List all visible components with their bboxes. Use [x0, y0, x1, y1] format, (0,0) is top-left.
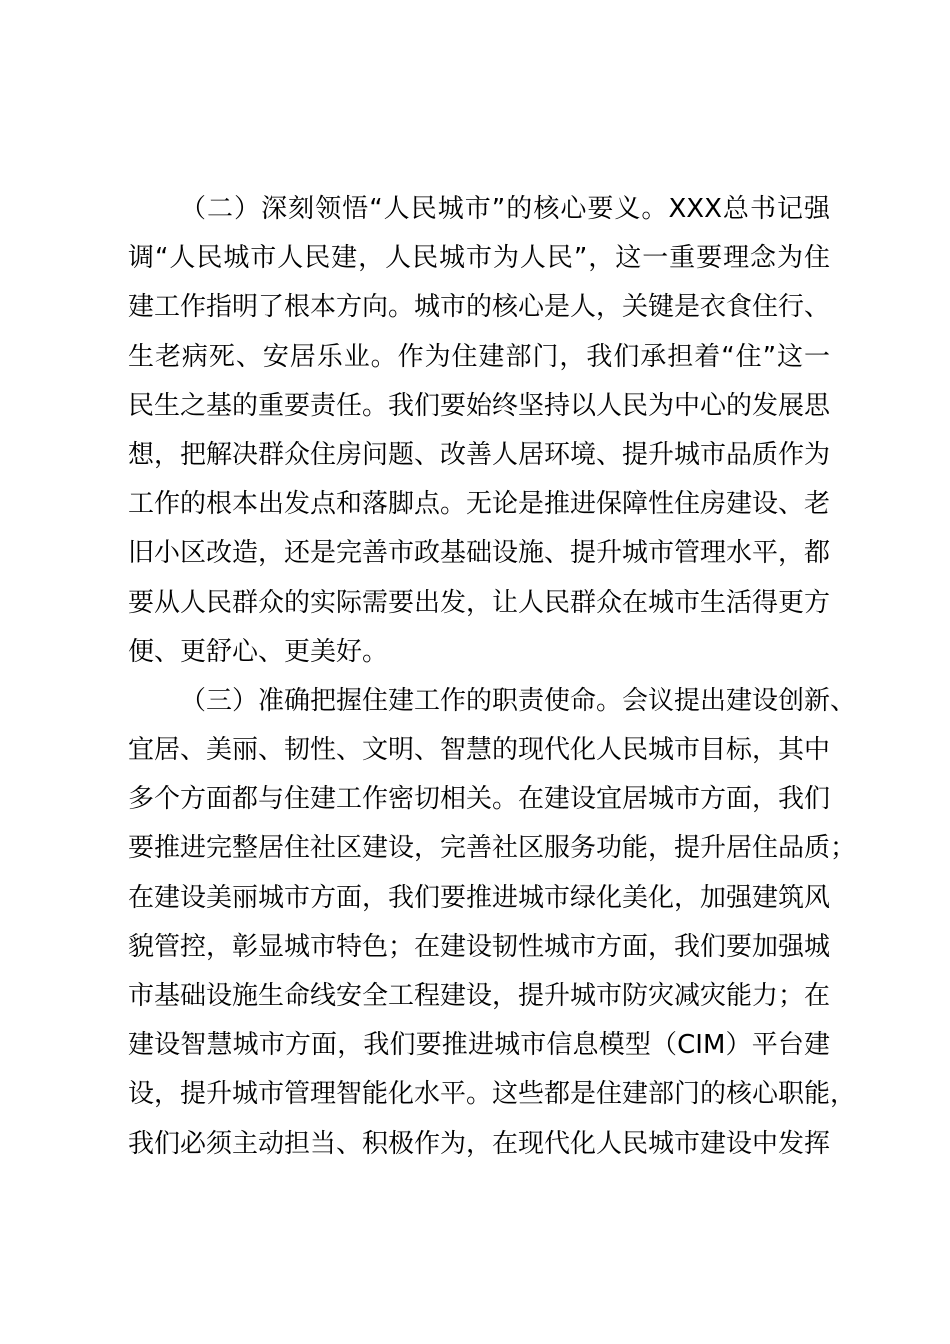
- text-line: 我们必须主动担当、积极作为，在现代化人民城市建设中发挥: [128, 1128, 831, 1159]
- text-line: 便、更舒心、更美好。: [128, 636, 389, 667]
- paragraph-2: [128, 185, 830, 677]
- text-line: 要推进完整居住社区建设，完善社区服务功能，提升居住品质；: [128, 833, 857, 864]
- text-line: 工作的根本出发点和落脚点。无论是推进保障性住房建设、老: [128, 489, 831, 520]
- text-line: 宜居、美丽、韧性、文明、智慧的现代化人民城市目标，其中: [128, 735, 831, 766]
- text-line: （三）准确把握住建工作的职责使命。会议提出建设创新、: [180, 685, 857, 716]
- text-line: 市基础设施生命线安全工程建设，提升城市防灾减灾能力；在: [128, 981, 831, 1011]
- text-line: 貌管控，彰显城市特色；在建设韧性城市方面，我们要加强城: [128, 931, 831, 962]
- document-body: [128, 185, 857, 1169]
- text-line: 旧小区改造，还是完善市政基础设施、提升城市管理水平，都: [128, 538, 831, 569]
- text-line: 建设智慧城市方面，我们要推进城市信息模型（CIM）平台建: [128, 1030, 830, 1061]
- text-line: 生老病死、安居乐业。作为住建部门，我们承担着“住”这一: [128, 341, 830, 372]
- text-line: 民生之基的重要责任。我们要始终坚持以人民为中心的发展思: [128, 390, 831, 421]
- text-line: 在建设美丽城市方面，我们要推进城市绿化美化，加强建筑风: [128, 882, 831, 913]
- text-line: 建工作指明了根本方向。城市的核心是人，关键是衣食住行、: [128, 292, 831, 323]
- text-line: 设，提升城市管理智能化水平。这些都是住建部门的核心职能，: [128, 1079, 857, 1110]
- paragraph-3: [128, 677, 857, 1169]
- text-line: 多个方面都与住建工作密切相关。在建设宜居城市方面，我们: [128, 784, 831, 815]
- text-line: 想，把解决群众住房问题、改善人居环境、提升城市品质作为: [128, 439, 831, 470]
- text-line: （二）深刻领悟“人民城市”的核心要义。XXX总书记强: [180, 194, 830, 224]
- text-line: 要从人民群众的实际需要出发，让人民群众在城市生活得更方: [128, 587, 831, 618]
- text-line: 调“人民城市人民建，人民城市为人民”，这一重要理念为住: [128, 243, 830, 274]
